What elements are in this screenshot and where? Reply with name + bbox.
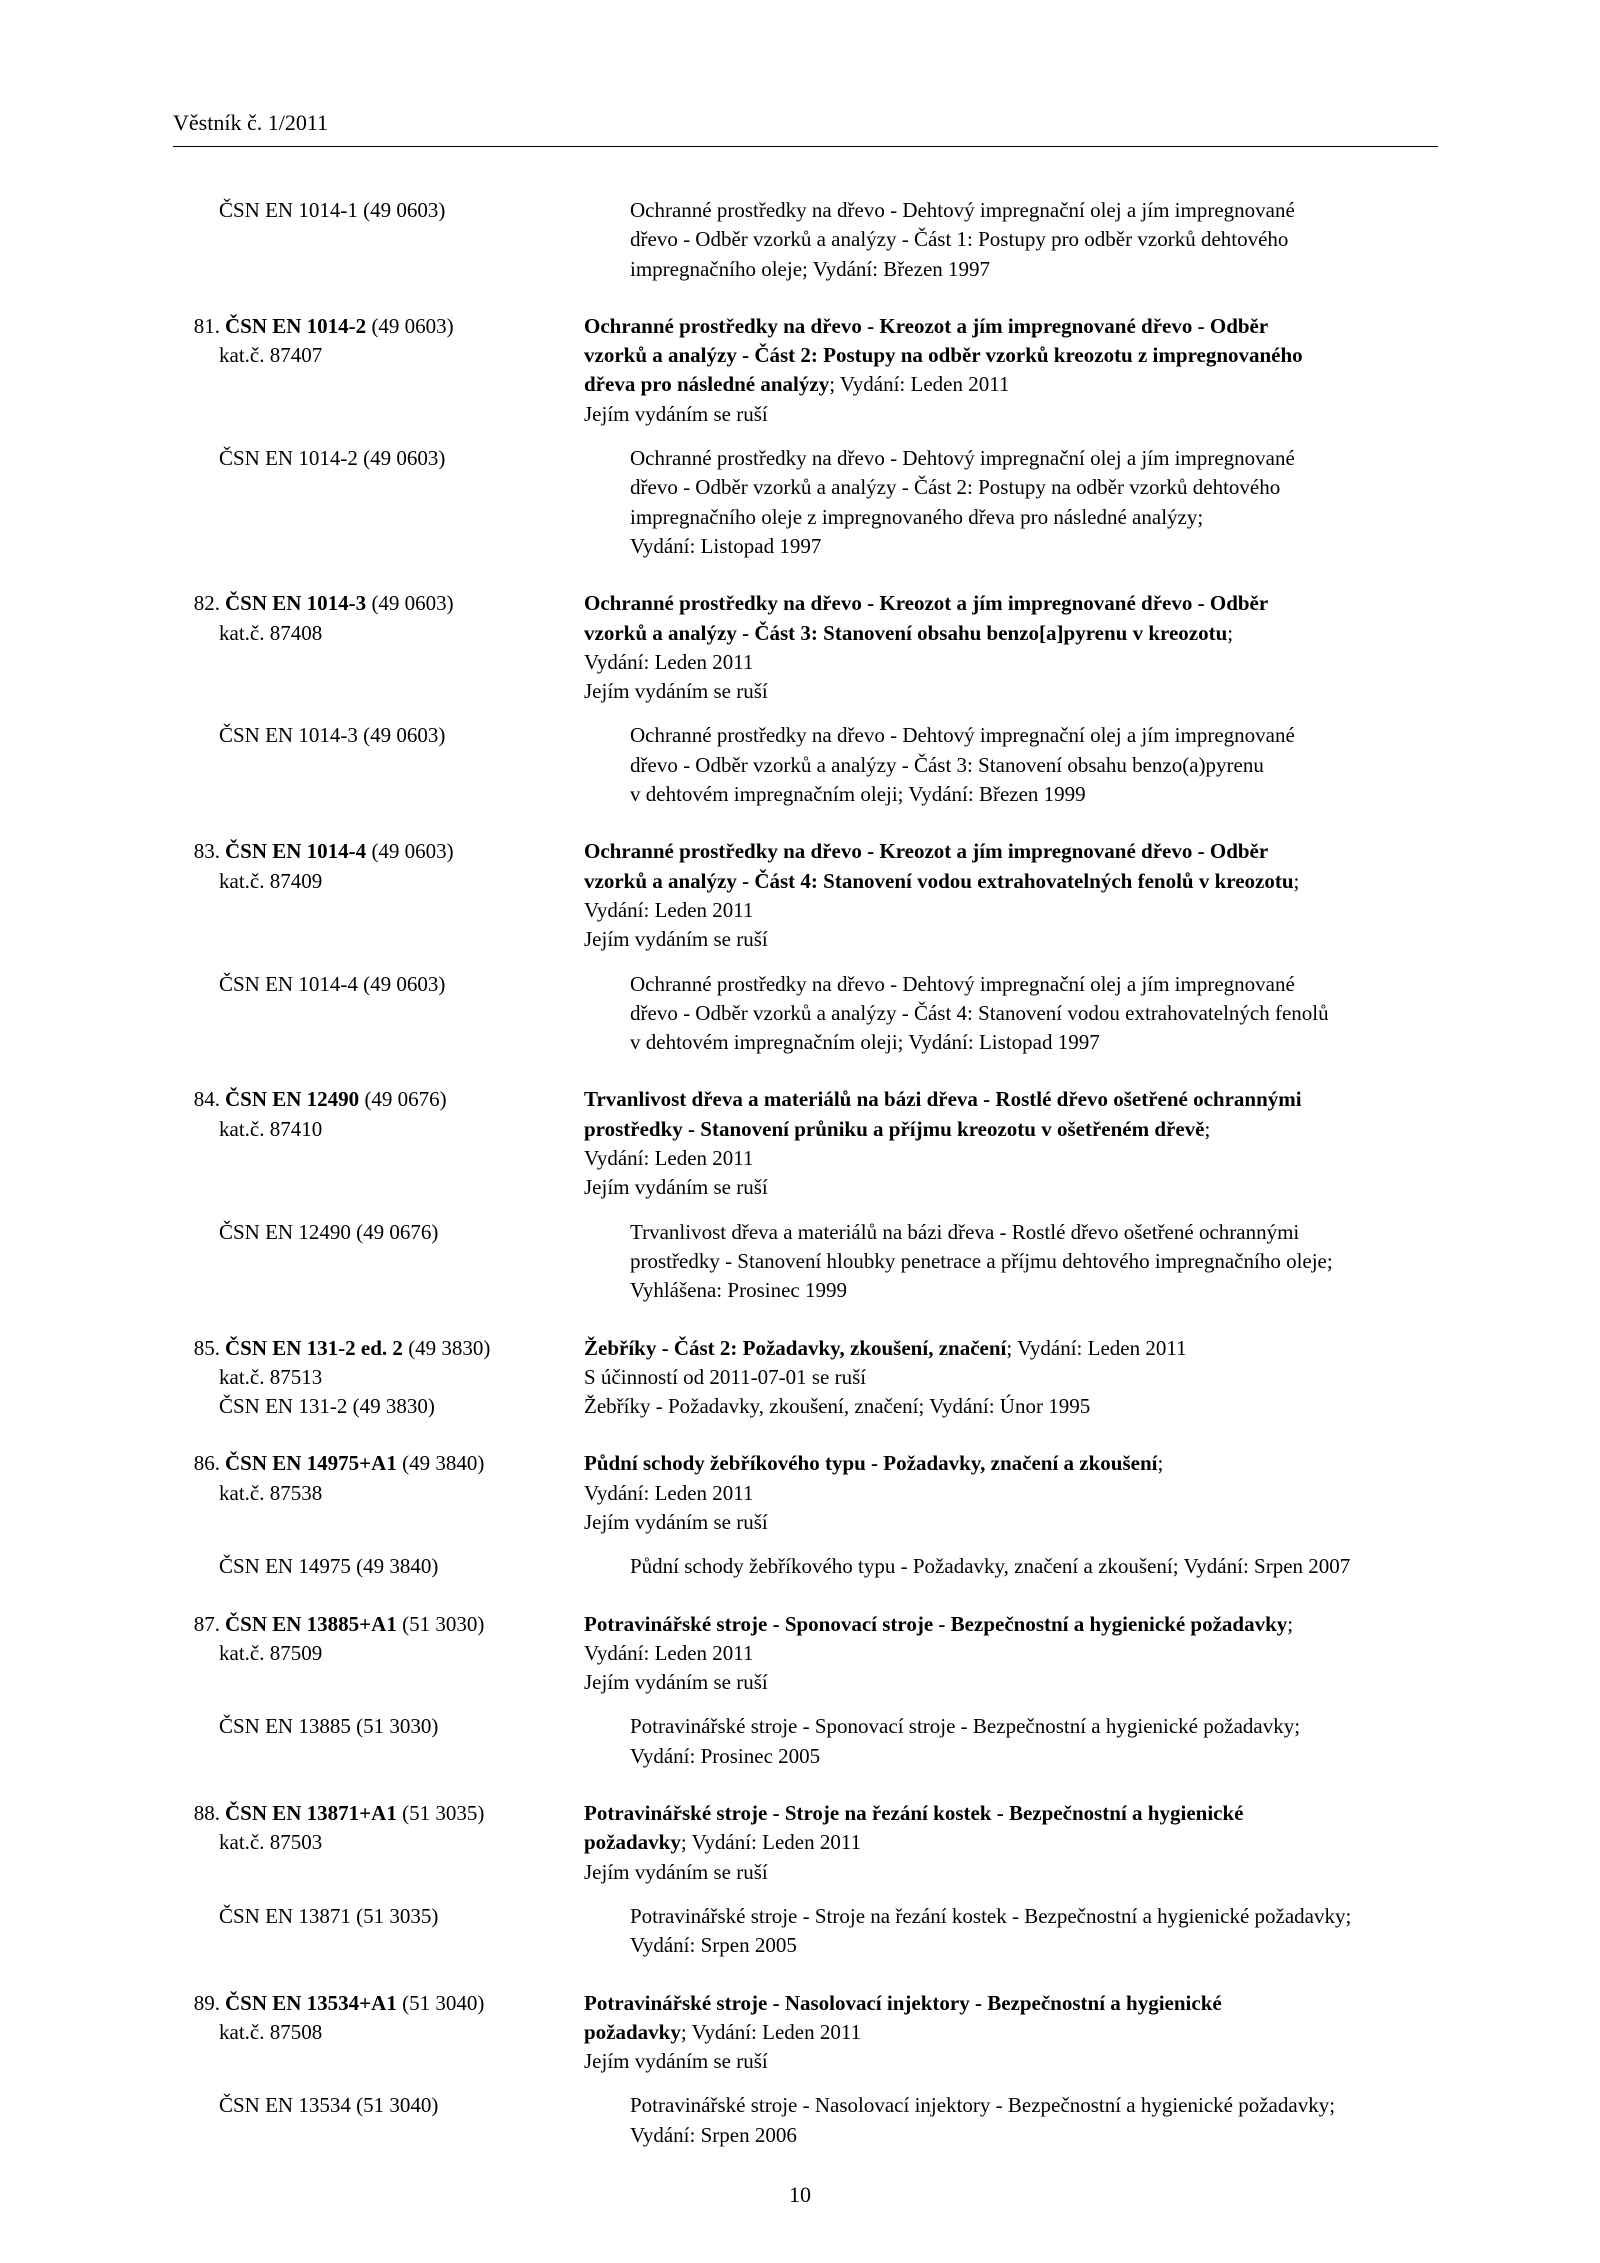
standard-title: Ochranné prostředky na dřevo - Kreozot a jím impregnované dřevo - Odběr <box>584 839 1269 864</box>
standard-entry <box>173 1449 1438 1537</box>
standard-identifier <box>173 1989 584 2077</box>
edition-info: ; Vydání: Leden 2011 <box>1006 1335 1187 1360</box>
old-title-line: Trvanlivost dřeva a materiálů na bázi dřeva - Rostlé dřevo ošetřené ochrannými <box>630 1219 1300 1244</box>
note-line: Jejím vydáním se ruší <box>584 401 768 426</box>
note-line: Vydání: Leden 2011 <box>584 1640 754 1665</box>
title-line <box>584 1115 1438 1144</box>
classification-code: (49 3830) <box>402 1335 491 1360</box>
entries-container <box>173 312 1438 2150</box>
old-title-line: Potravinářské stroje - Nasolovací injektory - Bezpečnostní a hygienické požadavky; <box>630 2093 1336 2118</box>
standard-code-line <box>173 1610 584 1639</box>
standard-entry <box>173 1989 1438 2077</box>
note-line: Jejím vydáním se ruší <box>584 927 768 952</box>
note-line: Vydání: Leden 2011 <box>584 649 754 674</box>
classification-code: (49 0603) <box>366 313 454 338</box>
title-line <box>584 1085 1438 1114</box>
standard-description <box>584 312 1438 429</box>
standard-entry <box>173 589 1438 706</box>
standard-code-line <box>173 1989 584 2018</box>
old-standard-code: ČSN EN 14975 (49 3840) <box>219 1554 439 1579</box>
standard-code: ČSN EN 14975+A1 <box>225 1451 397 1476</box>
classification-code: (49 0603) <box>366 591 454 616</box>
catalog-number: kat.č. 87407 <box>219 343 323 368</box>
old-title-line: Půdní schody žebříkového typu - Požadavky, značení a zkoušení; Vydání: Srpen 2007 <box>630 1554 1351 1579</box>
standard-title: prostředky - Stanovení průniku a příjmu kreozotu v ošetřeném dřevě <box>584 1116 1205 1141</box>
old-standard-title <box>630 1218 1438 1306</box>
old-standard-title <box>630 2091 1438 2150</box>
edition-info: ; Vydání: Leden 2011 <box>680 1830 862 1855</box>
standard-identifier <box>173 1085 584 1202</box>
standard-title: požadavky <box>584 1830 681 1855</box>
note-line: Vydání: Leden 2011 <box>584 1480 754 1505</box>
old-standard-code: ČSN EN 1014-4 (49 0603) <box>219 971 446 996</box>
old-standard-title: Žebříky - Požadavky, zkoušení, značení; Vydání: Únor 1995 <box>584 1394 1091 1419</box>
old-standard-code: ČSN EN 1014-3 (49 0603) <box>219 723 446 748</box>
old-title-line: Vydání: Listopad 1997 <box>630 533 822 558</box>
standard-description <box>584 1085 1438 1202</box>
old-title-line: Ochranné prostředky na dřevo - Dehtový impregnační olej a jím impregnované <box>630 971 1295 996</box>
title-line <box>584 2018 1438 2047</box>
standard-description <box>584 1334 1438 1422</box>
standard-title: Ochranné prostředky na dřevo - Kreozot a jím impregnované dřevo - Odběr <box>584 591 1269 616</box>
continuation-entry <box>173 196 1438 284</box>
standard-identifier <box>173 1799 584 1887</box>
entry-number: 89. <box>193 1990 220 2015</box>
old-standard-code: ČSN EN 13871 (51 3035) <box>219 1903 439 1928</box>
standard-title: Půdní schody žebříkového typu - Požadavky, značení a zkoušení <box>584 1451 1158 1476</box>
note-line: Vydání: Leden 2011 <box>584 897 754 922</box>
standard-title: požadavky <box>584 2019 681 2044</box>
old-standard-code: ČSN EN 13534 (51 3040) <box>219 2093 439 2118</box>
catalog-number: kat.č. 87408 <box>219 620 323 645</box>
standard-code: ČSN EN 1014-2 <box>225 313 367 338</box>
replaced-standard-entry <box>173 444 1438 561</box>
standard-description <box>584 1989 1438 2077</box>
classification-code: (49 0603) <box>366 839 454 864</box>
title-line <box>584 1449 1438 1478</box>
replaced-standard-entry <box>173 721 1438 809</box>
entry-number: 88. <box>193 1801 220 1826</box>
classification-code: (49 0676) <box>359 1087 447 1112</box>
standard-identifier <box>173 312 584 429</box>
entry-number: 81. <box>193 313 220 338</box>
standard-code: ČSN EN 13885+A1 <box>225 1611 397 1636</box>
entry-number: 83. <box>193 839 220 864</box>
standard-code-line <box>173 589 584 618</box>
standard-entry <box>173 837 1438 954</box>
old-standard-code: ČSN EN 1014-2 (49 0603) <box>219 446 446 471</box>
catalog-number: kat.č. 87513 <box>219 1364 323 1389</box>
title-line <box>584 1334 1438 1363</box>
old-title-line: dřevo - Odběr vzorků a analýzy - Část 4: Stanovení vodou extrahovatelných fenolů <box>630 1000 1329 1025</box>
old-title-line: Ochranné prostředky na dřevo - Dehtový impregnační olej a jím impregnované <box>630 446 1295 471</box>
old-standard-title <box>630 1552 1438 1581</box>
title-line <box>584 589 1438 618</box>
page-header <box>173 108 1438 147</box>
old-title-line: impregnačního oleje z impregnovaného dřeva pro následné analýzy; <box>630 504 1204 529</box>
classification-code: (49 3840) <box>396 1451 485 1476</box>
standard-code: ČSN EN 13871+A1 <box>225 1801 397 1826</box>
standard-title: Ochranné prostředky na dřevo - Kreozot a jím impregnované dřevo - Odběr <box>584 313 1269 338</box>
replaced-standard-entry <box>173 2091 1438 2150</box>
standard-code: ČSN EN 1014-3 <box>225 591 367 616</box>
title-line <box>584 837 1438 866</box>
entry-number: 87. <box>193 1611 220 1636</box>
old-standard-code: ČSN EN 13885 (51 3030) <box>219 1714 439 1739</box>
old-standard-code: ČSN EN 131-2 (49 3830) <box>219 1394 435 1419</box>
title-line <box>584 341 1438 370</box>
standard-description <box>584 1449 1438 1537</box>
standard-code-line <box>173 1334 584 1363</box>
old-standard-title <box>630 1902 1438 1961</box>
classification-code: (51 3035) <box>396 1801 485 1826</box>
note-line: Jejím vydáním se ruší <box>584 679 768 704</box>
edition-info: ; <box>1293 868 1300 893</box>
standard-title: dřeva pro následné analýzy <box>584 372 830 397</box>
standard-code-line <box>173 312 584 341</box>
standard-description <box>584 589 1438 706</box>
standard-identifier <box>173 837 584 954</box>
catalog-number: kat.č. 87409 <box>219 868 323 893</box>
title-line <box>584 1828 1438 1857</box>
title-line <box>584 312 1438 341</box>
old-title-line: Vydání: Prosinec 2005 <box>630 1743 821 1768</box>
old-title-line: Potravinářské stroje - Stroje na řezání kostek - Bezpečnostní a hygienické požadavky; <box>630 1903 1352 1928</box>
standard-code-line <box>173 1449 584 1478</box>
old-title-line: v dehtovém impregnačním oleji; Vydání: Březen 1999 <box>630 782 1086 807</box>
classification-code: (51 3040) <box>396 1990 485 2015</box>
standard-entry <box>173 1085 1438 1202</box>
replaced-standard-entry <box>173 1552 1438 1581</box>
catalog-number: kat.č. 87508 <box>219 2019 323 2044</box>
old-standard-title <box>630 1712 1438 1771</box>
replaced-standard-entry <box>173 1712 1438 1771</box>
entry-number: 86. <box>193 1451 220 1476</box>
old-title-line: Vyhlášena: Prosinec 1999 <box>630 1278 847 1303</box>
page-number: 10 <box>789 2182 811 2207</box>
standard-title: Žebříky - Část 2: Požadavky, zkoušení, značení <box>584 1335 1007 1360</box>
old-title-line: Vydání: Srpen 2006 <box>630 2122 797 2147</box>
edition-info: ; <box>1157 1451 1164 1476</box>
old-standard-code: ČSN EN 1014-1 (49 0603) <box>219 198 446 222</box>
standard-title: Potravinářské stroje - Nasolovací injektory - Bezpečnostní a hygienické <box>584 1990 1222 2015</box>
old-standard-title: Ochranné prostředky na dřevo - Dehtový impregnační olej a jím impregnované dřevo - Odběr vzorků a analýzy - Část 1: Postupy pro odběr vzorků dehtového impregnačního oleje; Vydání: Březen 1997 <box>630 198 1295 281</box>
standard-code: ČSN EN 12490 <box>225 1087 360 1112</box>
note-line: Vydání: Leden 2011 <box>584 1146 754 1171</box>
catalog-number: kat.č. 87503 <box>219 1830 323 1855</box>
replaced-standard-entry <box>173 1902 1438 1961</box>
edition-info: ; Vydání: Leden 2011 <box>680 2019 862 2044</box>
note-line: Jejím vydáním se ruší <box>584 1670 768 1695</box>
standard-description <box>584 1799 1438 1887</box>
title-line <box>584 867 1438 896</box>
title-line <box>584 370 1438 399</box>
standard-title: Potravinářské stroje - Stroje na řezání kostek - Bezpečnostní a hygienické <box>584 1801 1244 1826</box>
standard-identifier <box>173 589 584 706</box>
standard-code: ČSN EN 1014-4 <box>225 839 367 864</box>
standard-code-line <box>173 837 584 866</box>
replaced-standard-entry <box>173 970 1438 1058</box>
entry-number: 84. <box>193 1087 220 1112</box>
standard-description <box>584 1610 1438 1698</box>
edition-info: ; <box>1287 1611 1294 1636</box>
standard-code: ČSN EN 13534+A1 <box>225 1990 397 2015</box>
edition-info: ; Vydání: Leden 2011 <box>829 372 1010 397</box>
edition-info: ; <box>1227 620 1234 645</box>
old-title-line: dřevo - Odběr vzorků a analýzy - Část 2: Postupy na odběr vzorků dehtového <box>630 475 1281 500</box>
title-line <box>584 1989 1438 2018</box>
standard-title: Potravinářské stroje - Sponovací stroje - Bezpečnostní a hygienické požadavky <box>584 1611 1288 1636</box>
catalog-number: kat.č. 87538 <box>219 1480 323 1505</box>
old-title-line: dřevo - Odběr vzorků a analýzy - Část 3: Stanovení obsahu benzo(a)pyrenu <box>630 752 1264 777</box>
edition-info: ; <box>1204 1116 1211 1141</box>
standard-identifier <box>173 1449 584 1537</box>
standard-title: vzorků a analýzy - Část 4: Stanovení vodou extrahovatelných fenolů v kreozotu <box>584 868 1294 893</box>
entry-number: 85. <box>193 1335 220 1360</box>
journal-title: Věstník č. 1/2011 <box>173 110 328 135</box>
standard-entry <box>173 1610 1438 1698</box>
old-standard-title <box>630 970 1438 1058</box>
standard-identifier <box>173 1334 584 1422</box>
old-title-line: Potravinářské stroje - Sponovací stroje - Bezpečnostní a hygienické požadavky; <box>630 1714 1301 1739</box>
note-line: Jejím vydáním se ruší <box>584 1509 768 1534</box>
standard-code-line <box>173 1799 584 1828</box>
standards-list <box>173 196 1438 2150</box>
standard-title: vzorků a analýzy - Část 3: Stanovení obsahu benzo[a]pyrenu v kreozotu <box>584 620 1228 645</box>
standard-entry <box>173 1799 1438 1887</box>
old-standard-code: ČSN EN 12490 (49 0676) <box>219 1219 439 1244</box>
standard-description <box>584 837 1438 954</box>
standard-title: Trvanlivost dřeva a materiálů na bázi dřeva - Rostlé dřevo ošetřené ochrannými <box>584 1087 1302 1112</box>
standard-identifier <box>173 1610 584 1698</box>
standard-entry <box>173 1334 1438 1422</box>
note-line: Jejím vydáním se ruší <box>584 1859 768 1884</box>
standard-code-line <box>173 1085 584 1114</box>
catalog-number: kat.č. 87509 <box>219 1640 323 1665</box>
old-title-line: Vydání: Srpen 2005 <box>630 1933 797 1958</box>
old-standard-title <box>630 444 1438 561</box>
standard-entry <box>173 312 1438 429</box>
title-line <box>584 1799 1438 1828</box>
old-title-line: prostředky - Stanovení hloubky penetrace a příjmu dehtového impregnačního oleje; <box>630 1248 1333 1273</box>
old-standard-title <box>630 721 1438 809</box>
old-title-line: v dehtovém impregnačním oleji; Vydání: Listopad 1997 <box>630 1030 1100 1055</box>
note-line: S účinností od 2011-07-01 se ruší <box>584 1364 867 1389</box>
title-line <box>584 1610 1438 1639</box>
catalog-number: kat.č. 87410 <box>219 1116 323 1141</box>
standard-code: ČSN EN 131-2 ed. 2 <box>225 1335 403 1360</box>
title-line <box>584 619 1438 648</box>
note-line: Jejím vydáním se ruší <box>584 1175 768 1200</box>
classification-code: (51 3030) <box>396 1611 485 1636</box>
standard-title: vzorků a analýzy - Část 2: Postupy na odběr vzorků kreozotu z impregnovaného <box>584 343 1303 368</box>
replaced-standard-entry <box>173 1218 1438 1306</box>
note-line: Jejím vydáním se ruší <box>584 2049 768 2074</box>
old-title-line: Ochranné prostředky na dřevo - Dehtový impregnační olej a jím impregnované <box>630 723 1295 748</box>
entry-number: 82. <box>193 591 220 616</box>
